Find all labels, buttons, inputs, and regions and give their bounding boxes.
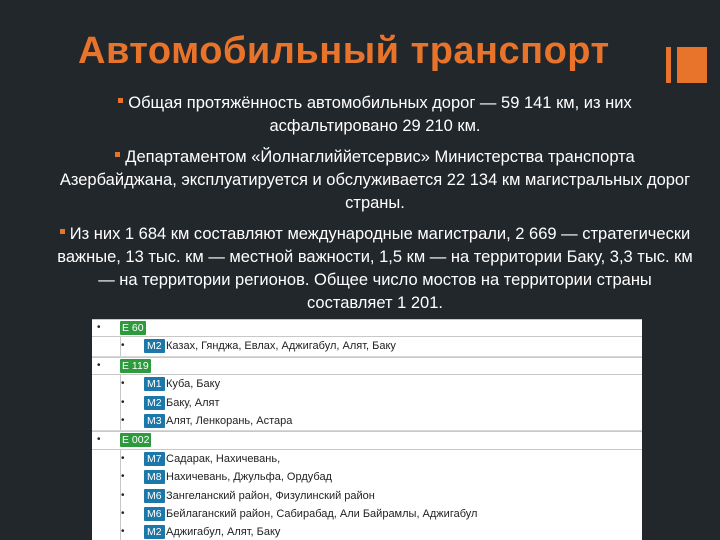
bullet-dot-icon: • [97, 322, 101, 333]
road-badge: M1 [144, 377, 165, 391]
bullet-text: Департаментом «Йолнаглиййетсервис» Министерства транспорта Азербайджана, эксплуатируется и обслуживается 22 134 км магистральных дорог страны. [59, 148, 691, 212]
road-cities: Садарак, Нахичевань, [166, 452, 281, 465]
road-cities: Аджигабул, Алят, Баку [166, 526, 281, 539]
road-row [92, 523, 642, 540]
decorative-bar-thick [677, 47, 707, 83]
bullet-dot-icon: • [121, 526, 125, 538]
road-list [92, 319, 642, 540]
bullet-dot-icon: • [97, 434, 101, 446]
euro-route-row [92, 357, 642, 375]
decorative-bar-thin [666, 47, 671, 83]
road-badge: M8 [144, 470, 165, 484]
road-row [92, 487, 642, 505]
road-cities: Зангеланский район, Физулинский район [166, 489, 375, 502]
bullet-dot-icon: • [121, 489, 125, 501]
road-cities: Куба, Баку [166, 378, 221, 391]
road-cities: Казах, Гянджа, Евлах, Аджигабул, Алят, Баку [166, 340, 396, 353]
bullet-list [55, 92, 695, 323]
road-row [92, 394, 642, 412]
road-badge: M3 [144, 414, 165, 428]
bullet-dot-icon: • [121, 396, 125, 408]
road-badge: M2 [144, 525, 165, 539]
bullet-dot-icon: • [121, 471, 125, 483]
road-row [92, 468, 642, 486]
road-row [92, 412, 642, 431]
euro-route-badge: E 60 [122, 322, 144, 334]
bullet-item [55, 223, 695, 315]
bullet-marker-icon [118, 98, 123, 103]
bullet-item [55, 146, 695, 215]
road-badge: M6 [144, 507, 165, 521]
road-badge: M2 [144, 339, 165, 353]
road-badge: M2 [144, 396, 165, 410]
bullet-dot-icon: • [121, 507, 125, 519]
road-badge: M6 [144, 489, 165, 503]
bullet-marker-icon [115, 152, 120, 157]
road-row [92, 450, 642, 468]
bullet-dot-icon: • [121, 378, 125, 390]
road-row [92, 337, 642, 356]
bullet-dot-icon: • [121, 452, 125, 464]
bullet-dot-icon: • [121, 414, 125, 426]
road-row [92, 505, 642, 523]
euro-route-row [92, 431, 642, 449]
slide-title: Автомобильный транспорт [78, 30, 610, 72]
road-badge: M7 [144, 452, 165, 466]
bullet-text: Общая протяжённость автомобильных дорог — 59 141 км, из них асфальтировано 29 210 км. [128, 94, 632, 135]
euro-route-badge: E 119 [122, 359, 149, 372]
bullet-marker-icon [60, 229, 65, 234]
euro-route-row [92, 319, 642, 337]
road-cities: Алят, Ленкорань, Астара [166, 414, 293, 427]
road-row [92, 375, 642, 393]
road-cities: Бейлаганский район, Сабирабад, Али Байрамлы, Аджигабул [166, 507, 478, 520]
road-cities: Баку, Алят [166, 396, 220, 409]
bullet-dot-icon: • [121, 340, 125, 352]
road-cities: Нахичевань, Джульфа, Ордубад [166, 471, 332, 484]
bullet-item [55, 92, 695, 138]
euro-route-badge: E 002 [122, 434, 150, 447]
bullet-text: Из них 1 684 км составляют международные магистрали, 2 669 — стратегически важные, 13 тыс. км — местной важности, 1,5 км — на территории Баку, 3,3 тыс. км — на территории регионов. Общее число мостов на территории страны составляет 1 201. [57, 225, 693, 312]
bullet-dot-icon: • [97, 359, 101, 371]
